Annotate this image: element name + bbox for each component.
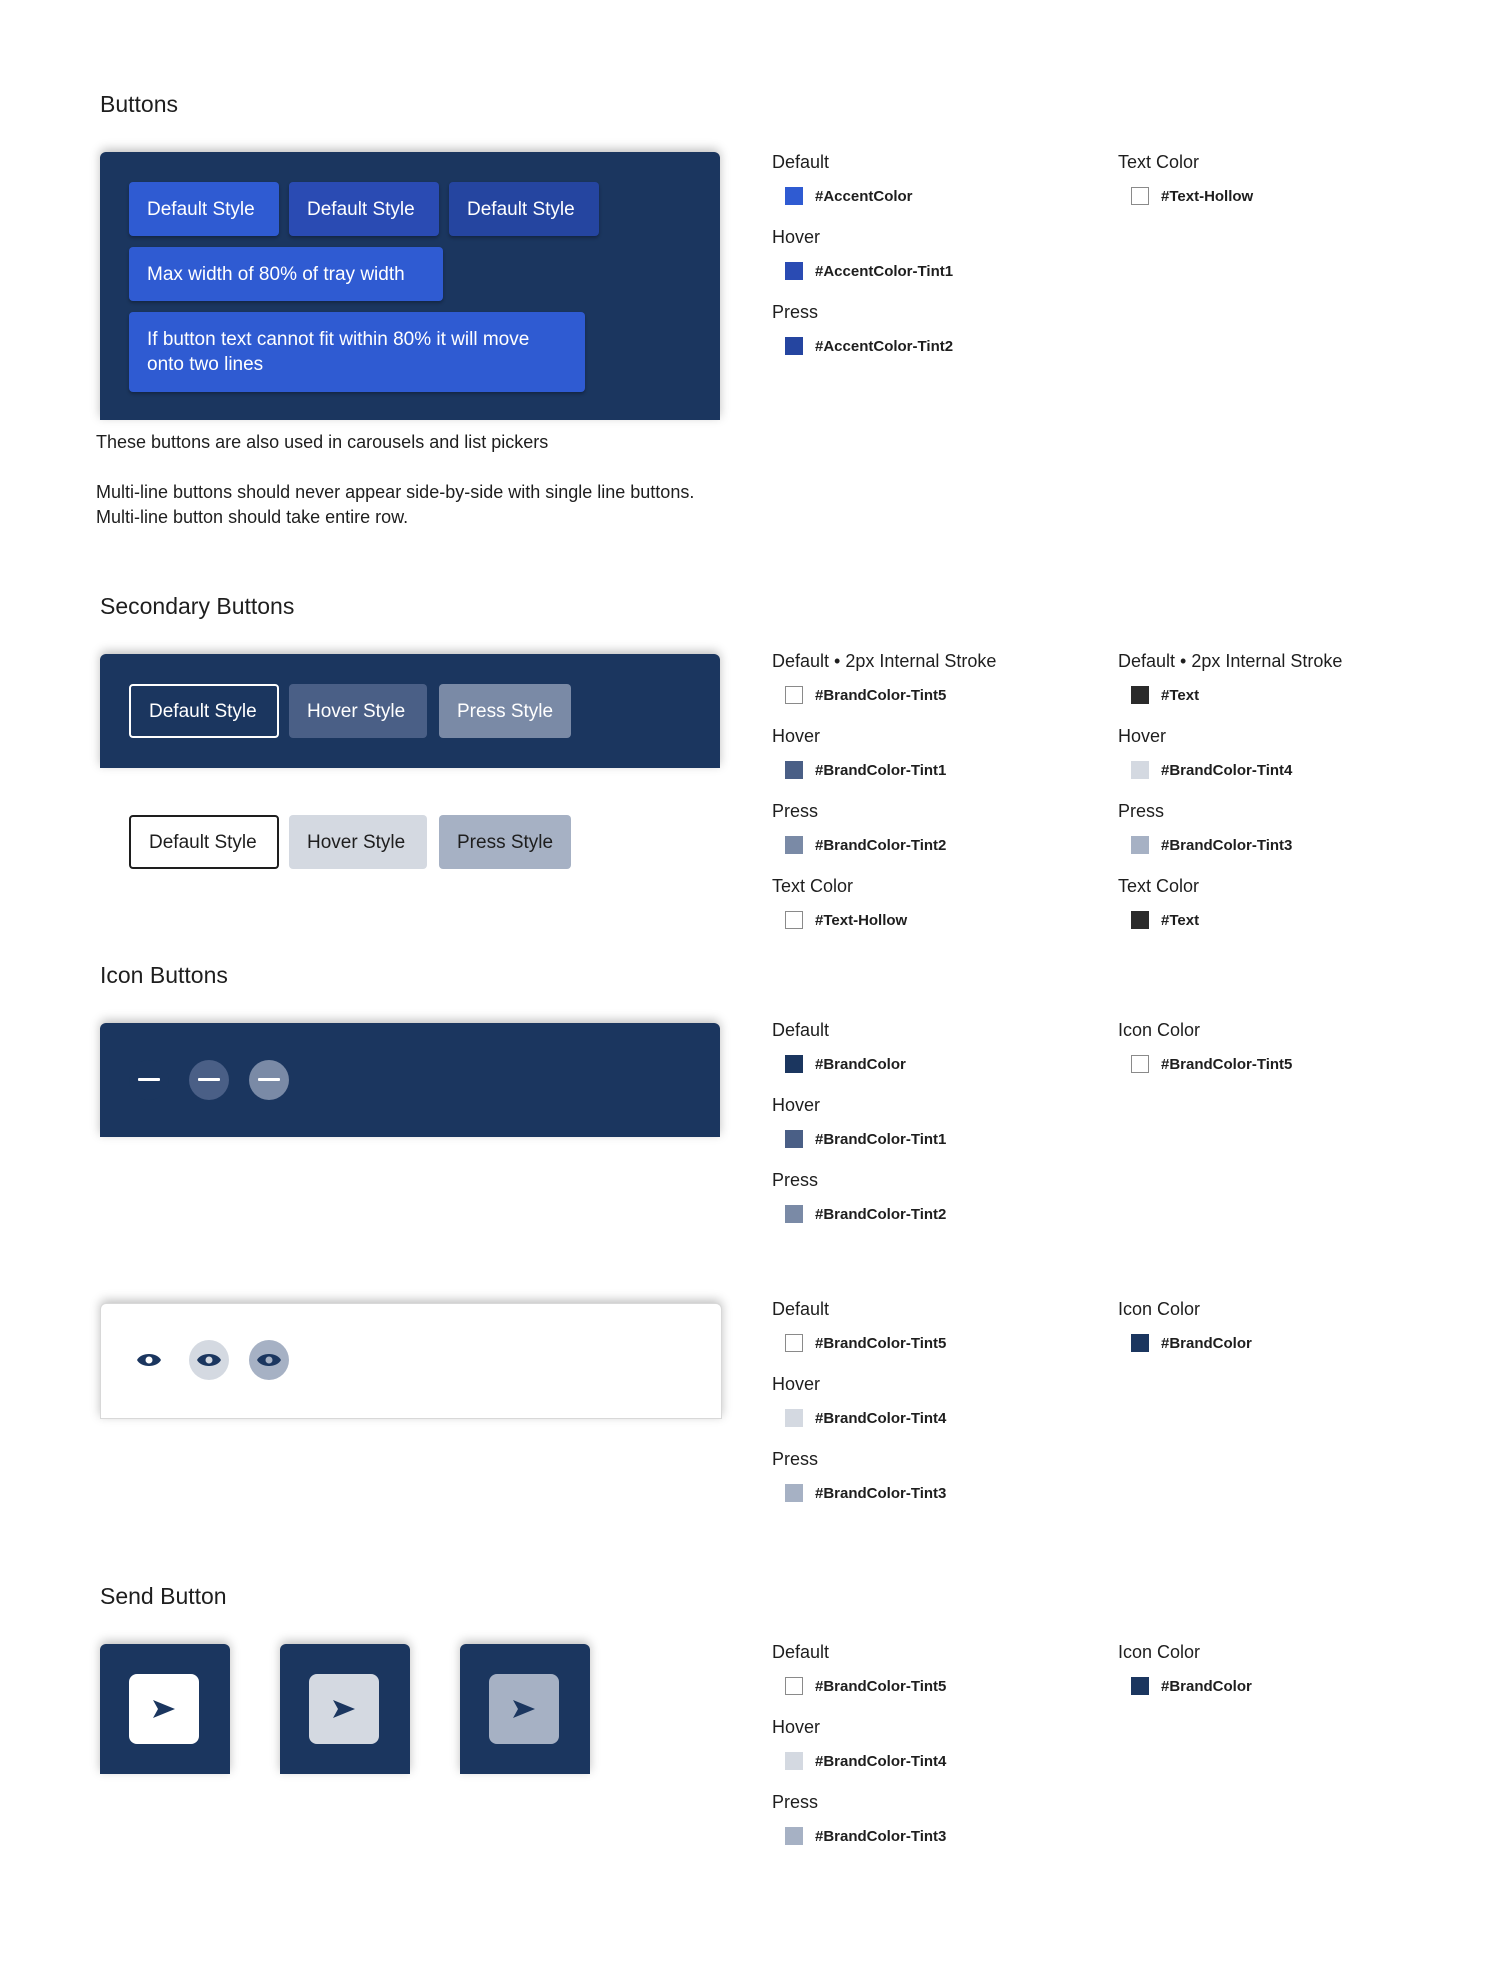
- color-spec-row: [785, 262, 953, 280]
- color-token: #BrandColor-Tint5: [815, 686, 947, 704]
- spec-label: Default: [772, 152, 830, 172]
- color-token: #AccentColor: [815, 187, 913, 205]
- color-spec-row: [1131, 686, 1199, 704]
- color-token: #Text-Hollow: [815, 911, 908, 929]
- minus-icon: [198, 1078, 220, 1082]
- color-spec-row: [1131, 1677, 1252, 1695]
- color-swatch: [785, 337, 803, 355]
- spec-label: Text Color: [1118, 876, 1200, 896]
- spec-label: Hover: [772, 1095, 821, 1115]
- color-token: #BrandColor: [1161, 1677, 1252, 1695]
- spec-label: Press: [772, 1449, 819, 1469]
- color-token: #BrandColor-Tint3: [1161, 836, 1293, 854]
- color-swatch: [785, 1409, 803, 1427]
- color-spec-row: [785, 1484, 946, 1502]
- icon-button-hover[interactable]: [189, 1060, 229, 1100]
- eye-icon: [256, 1351, 282, 1369]
- icon-button-press[interactable]: [249, 1060, 289, 1100]
- spec-label: Hover: [772, 1717, 821, 1737]
- color-swatch: [785, 1205, 803, 1223]
- color-swatch: [785, 1130, 803, 1148]
- color-token: #BrandColor-Tint2: [815, 836, 947, 854]
- color-token: #Text-Hollow: [1161, 187, 1254, 205]
- send-button-default[interactable]: [129, 1674, 199, 1744]
- eye-icon: [196, 1351, 222, 1369]
- color-spec-row: [785, 337, 953, 355]
- color-token: #BrandColor-Tint3: [815, 1484, 947, 1502]
- send-arrow-icon: [512, 1699, 536, 1719]
- color-spec-row: [785, 761, 946, 779]
- spec-label: Press: [772, 801, 819, 821]
- color-spec-row: [785, 836, 946, 854]
- color-token: #BrandColor: [1161, 1334, 1252, 1352]
- send-tray-hover: [280, 1644, 410, 1774]
- default-style-button[interactable]: Default Style: [129, 182, 279, 236]
- press-style-button[interactable]: Default Style: [449, 182, 599, 236]
- secondary-press-button[interactable]: Press Style: [439, 684, 571, 738]
- spec-label: Default: [772, 1299, 830, 1319]
- color-swatch: [1131, 187, 1149, 205]
- color-spec-row: [1131, 836, 1292, 854]
- secondary-button-tray: [100, 654, 720, 768]
- color-token: #Text: [1161, 686, 1200, 704]
- spec-label: Hover: [772, 227, 821, 247]
- icon-button-light-default[interactable]: [129, 1340, 169, 1380]
- minus-icon: [138, 1078, 160, 1082]
- icon-button-light-hover[interactable]: [189, 1340, 229, 1380]
- color-swatch: [785, 686, 803, 704]
- send-arrow-icon: [332, 1699, 356, 1719]
- spec-label: Text Color: [772, 876, 854, 896]
- secondary-light-press-button[interactable]: Press Style: [439, 815, 571, 869]
- color-swatch: [785, 187, 803, 205]
- color-spec-row: [1131, 1334, 1252, 1352]
- color-token: #AccentColor-Tint2: [815, 337, 954, 355]
- color-spec-row: [785, 911, 907, 929]
- spec-label: Press: [772, 1792, 819, 1812]
- section-title-icon-buttons: Icon Buttons: [100, 962, 228, 988]
- color-token: #BrandColor-Tint5: [815, 1334, 947, 1352]
- color-spec-row: [785, 1752, 946, 1770]
- spec-label: Press: [772, 302, 819, 322]
- color-swatch: [1131, 1055, 1149, 1073]
- color-token: #BrandColor-Tint4: [1161, 761, 1293, 779]
- hover-style-button[interactable]: Default Style: [289, 182, 439, 236]
- color-swatch: [1131, 836, 1149, 854]
- send-tray-press: [460, 1644, 590, 1774]
- section-title-buttons: Buttons: [100, 91, 178, 117]
- spec-label: Text Color: [1118, 152, 1200, 172]
- color-spec-row: [1131, 1055, 1292, 1073]
- secondary-light-hover-button[interactable]: Hover Style: [289, 815, 427, 869]
- spec-label: Default: [772, 1020, 830, 1040]
- send-tray-default: [100, 1644, 230, 1774]
- send-button-press[interactable]: [489, 1674, 559, 1744]
- color-swatch: [1131, 686, 1149, 704]
- spec-label: Hover: [1118, 726, 1167, 746]
- color-spec-row: [785, 1055, 906, 1073]
- color-spec-row: [785, 1334, 946, 1352]
- color-spec-row: [1131, 911, 1199, 929]
- color-swatch: [785, 1334, 803, 1352]
- send-button-hover[interactable]: [309, 1674, 379, 1744]
- secondary-default-button[interactable]: Default Style: [129, 684, 279, 738]
- max-width-button[interactable]: Max width of 80% of tray width: [129, 247, 443, 301]
- color-swatch: [785, 1484, 803, 1502]
- color-swatch: [1131, 1677, 1149, 1695]
- spec-label: Default • 2px Internal Stroke: [1118, 651, 1343, 671]
- color-spec-row: [785, 187, 913, 205]
- color-spec-row: [785, 1677, 946, 1695]
- color-swatch: [1131, 761, 1149, 779]
- color-token: #BrandColor-Tint3: [815, 1827, 947, 1845]
- color-spec-row: [785, 1409, 946, 1427]
- color-token: #BrandColor-Tint5: [815, 1677, 947, 1695]
- color-spec-row: [1131, 761, 1292, 779]
- minus-icon: [258, 1078, 280, 1082]
- icon-button-default[interactable]: [129, 1060, 169, 1100]
- multi-line-button[interactable]: If button text cannot fit within 80% it will move onto two lines: [129, 312, 585, 392]
- secondary-light-default-button[interactable]: Default Style: [129, 815, 279, 869]
- buttons-note-multiline: Multi-line buttons should never appear side-by-side with single line buttons. Multi-line button should take entire row.: [96, 482, 695, 527]
- icon-button-tray-dark: [100, 1023, 720, 1137]
- spec-label: Press: [772, 1170, 819, 1190]
- color-swatch: [785, 1677, 803, 1695]
- icon-button-light-press[interactable]: [249, 1340, 289, 1380]
- spec-label: Icon Color: [1118, 1299, 1201, 1319]
- color-token: #AccentColor-Tint1: [815, 262, 954, 280]
- color-token: #BrandColor-Tint1: [815, 761, 947, 779]
- spec-label: Icon Color: [1118, 1642, 1201, 1662]
- color-spec-row: [1131, 187, 1253, 205]
- color-token: #BrandColor-Tint4: [815, 1409, 947, 1427]
- send-arrow-icon: [152, 1699, 176, 1719]
- color-swatch: [785, 1055, 803, 1073]
- color-swatch: [785, 761, 803, 779]
- color-spec-row: [785, 1205, 946, 1223]
- secondary-hover-button[interactable]: Hover Style: [289, 684, 427, 738]
- buttons-note-carousel: These buttons are also used in carousels and list pickers: [96, 432, 549, 452]
- color-token: #BrandColor-Tint4: [815, 1752, 947, 1770]
- color-token: #BrandColor-Tint2: [815, 1205, 947, 1223]
- spec-label: Default • 2px Internal Stroke: [772, 651, 997, 671]
- spec-label: Hover: [772, 726, 821, 746]
- section-title-send-button: Send Button: [100, 1583, 227, 1609]
- color-token: #BrandColor-Tint1: [815, 1130, 947, 1148]
- color-swatch: [785, 1827, 803, 1845]
- color-token: #Text: [1161, 911, 1200, 929]
- color-swatch: [785, 1752, 803, 1770]
- color-spec-row: [785, 686, 946, 704]
- color-swatch: [785, 262, 803, 280]
- icon-button-tray-light: [100, 1303, 722, 1419]
- color-swatch: [785, 911, 803, 929]
- spec-label: Hover: [772, 1374, 821, 1394]
- button-tray: [100, 152, 720, 420]
- color-swatch: [785, 836, 803, 854]
- eye-icon: [136, 1351, 162, 1369]
- color-swatch: [1131, 911, 1149, 929]
- section-title-secondary-buttons: Secondary Buttons: [100, 593, 295, 619]
- color-swatch: [1131, 1334, 1149, 1352]
- spec-label: Default: [772, 1642, 830, 1662]
- color-spec-row: [785, 1130, 946, 1148]
- color-token: #BrandColor: [815, 1055, 906, 1073]
- color-spec-row: [785, 1827, 946, 1845]
- color-token: #BrandColor-Tint5: [1161, 1055, 1293, 1073]
- spec-label: Press: [1118, 801, 1165, 821]
- spec-label: Icon Color: [1118, 1020, 1201, 1040]
